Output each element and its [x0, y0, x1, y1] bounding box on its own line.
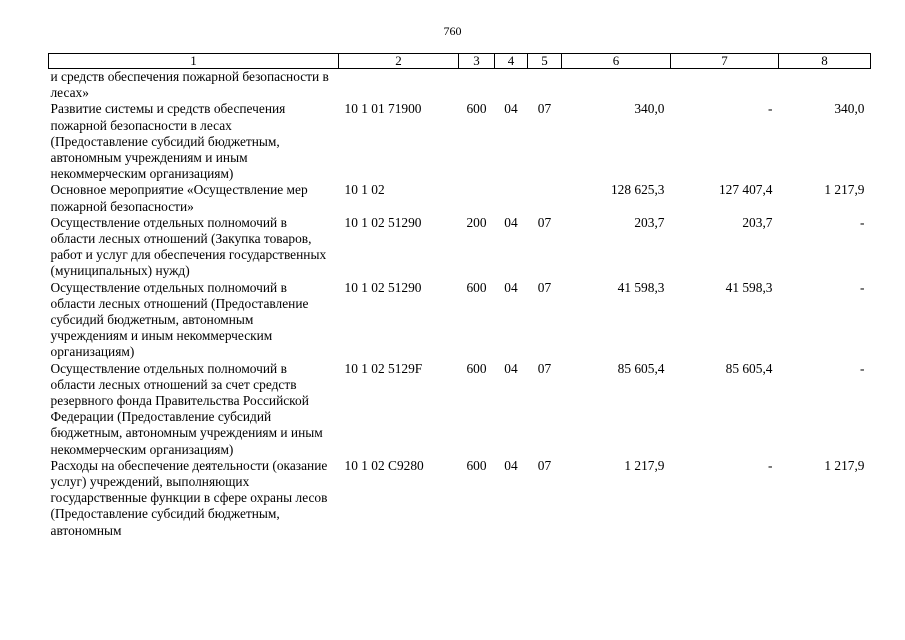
row-col-3	[459, 69, 495, 102]
row-col-3: 600	[466, 360, 487, 376]
table-row	[49, 215, 871, 280]
page-number: 760	[443, 24, 462, 38]
row-col-8	[779, 69, 871, 102]
row-col-5: 07	[537, 279, 552, 295]
row-col-4	[495, 69, 528, 102]
table-row	[49, 182, 871, 214]
row-col-5	[528, 69, 562, 102]
row-col-8: -	[860, 360, 865, 376]
table-row	[49, 69, 871, 102]
table-row	[49, 458, 871, 539]
row-name: и средств обеспечения пожарной безопасности в лесах»	[50, 69, 329, 101]
row-name: Расходы на обеспечение деятельности (оказание услуг) учреждений, выполняющих государственные функции в сфере охраны лесов (Предоставление субсидий бюджетным, автономным	[50, 457, 328, 538]
row-col-4: 04	[504, 101, 518, 117]
row-col-6	[562, 69, 671, 102]
row-col-7: -	[768, 457, 773, 473]
row-col-8: -	[860, 214, 865, 230]
row-col-5: 07	[537, 214, 552, 230]
table-row	[49, 280, 871, 361]
row-col-4: 04	[504, 214, 518, 230]
table-row	[49, 101, 871, 182]
header-col-3: 3	[459, 54, 495, 69]
header-col-2: 2	[339, 54, 459, 69]
row-name: Осуществление отдельных полномочий в области лесных отношений (Закупка товаров, работ и услуг для обеспечения государственных (муниципальных) нужд)	[50, 214, 327, 279]
row-col-5: 07	[537, 101, 552, 117]
row-col-4	[495, 182, 528, 214]
row-col-5	[528, 182, 562, 214]
row-col-7: 127 407,4	[718, 182, 773, 198]
row-name: Осуществление отдельных полномочий в области лесных отношений за счет средств резервного фонда Правительства Российской Федерации (Предоставление субсидий бюджетным, автономным учреждениям и иным некоммерческим организациям)	[50, 360, 323, 457]
row-col-5: 07	[537, 457, 552, 473]
header-col-6: 6	[562, 54, 671, 69]
row-code: 10 1 02 51290	[344, 214, 422, 230]
row-col-6: 128 625,3	[610, 182, 665, 198]
row-col-6: 340,0	[634, 101, 665, 117]
row-name: Основное мероприятие «Осуществление мер пожарной безопасности»	[50, 182, 308, 214]
table-header	[49, 54, 871, 69]
row-col-8: 1 217,9	[824, 457, 865, 473]
row-col-6: 41 598,3	[617, 279, 665, 295]
row-col-7: 85 605,4	[725, 360, 773, 376]
row-col-8: 1 217,9	[824, 182, 865, 198]
row-name: Развитие системы и средств обеспечения пожарной безопасности в лесах (Предоставление субсидий бюджетным, автономным учреждениям и иным некоммерческим организациям)	[50, 101, 286, 182]
row-code: 10 1 02 5129F	[344, 360, 423, 376]
row-col-3: 600	[466, 279, 487, 295]
row-col-3: 600	[466, 101, 487, 117]
row-col-6: 85 605,4	[617, 360, 665, 376]
row-code: 10 1 02 51290	[344, 279, 422, 295]
row-code: 10 1 02 С9280	[344, 457, 424, 473]
row-col-4: 04	[504, 279, 518, 295]
row-col-7	[671, 69, 779, 102]
row-code	[339, 69, 459, 102]
table-body	[49, 69, 871, 539]
row-col-3	[459, 182, 495, 214]
header-col-8: 8	[779, 54, 871, 69]
row-col-8: 340,0	[834, 101, 865, 117]
row-code: 10 1 01 71900	[344, 101, 422, 117]
row-col-7: 203,7	[742, 214, 773, 230]
row-col-3: 200	[466, 214, 487, 230]
row-code: 10 1 02	[344, 182, 385, 198]
header-col-4: 4	[495, 54, 528, 69]
row-name: Осуществление отдельных полномочий в области лесных отношений (Предоставление субсидий бюджетным, автономным учреждениям и иным некоммерческим организациям)	[50, 279, 309, 360]
row-col-7: 41 598,3	[725, 279, 773, 295]
row-col-3: 600	[466, 457, 487, 473]
row-col-4: 04	[504, 360, 518, 376]
budget-table	[48, 53, 871, 539]
header-col-5: 5	[528, 54, 562, 69]
table-row	[49, 361, 871, 458]
row-col-6: 203,7	[634, 214, 665, 230]
row-col-7: -	[768, 101, 773, 117]
row-col-6: 1 217,9	[624, 457, 665, 473]
row-col-4: 04	[504, 457, 518, 473]
header-row	[49, 54, 871, 69]
row-col-5: 07	[537, 360, 552, 376]
header-col-1: 1	[49, 54, 339, 69]
header-col-7: 7	[671, 54, 779, 69]
row-col-8: -	[860, 279, 865, 295]
